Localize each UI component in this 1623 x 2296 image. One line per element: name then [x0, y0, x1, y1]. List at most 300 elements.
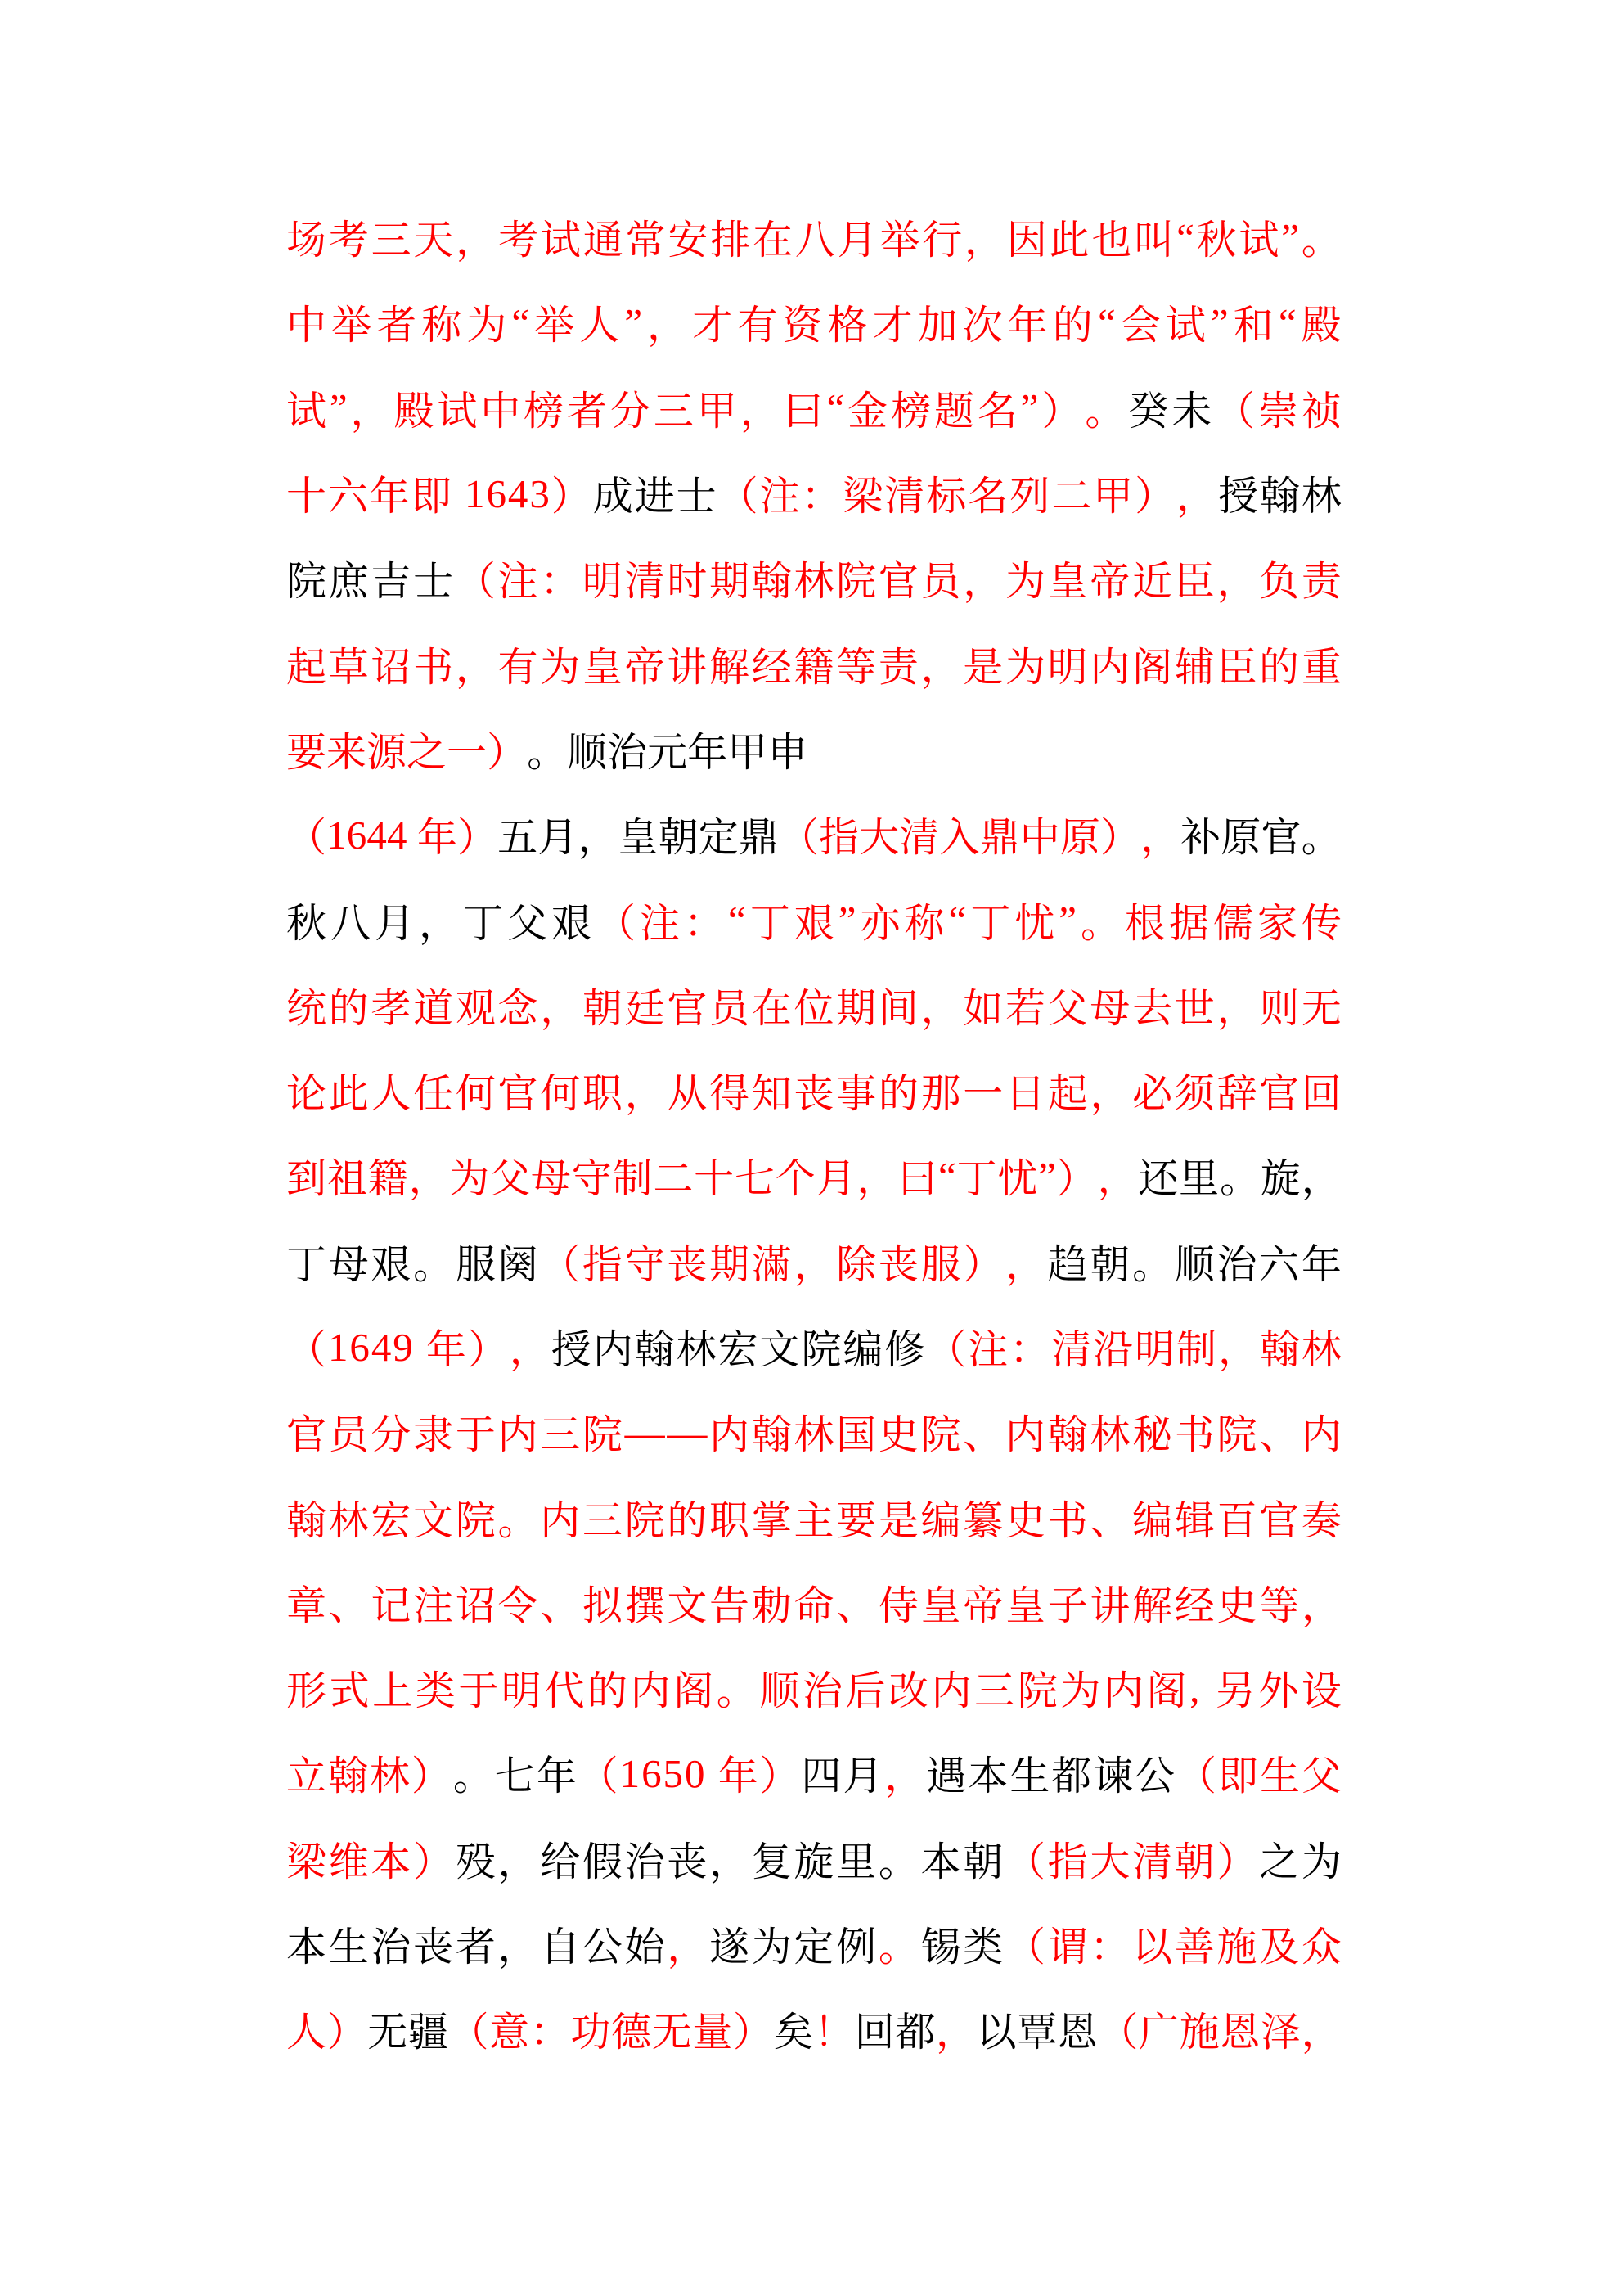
char: 等 [1259, 1582, 1300, 1628]
char: 院 [801, 1327, 842, 1372]
char: 。 [1301, 218, 1342, 263]
char: 经 [751, 644, 792, 690]
char: 编 [843, 1327, 883, 1372]
text-line [286, 792, 1342, 877]
char: ” [624, 299, 643, 345]
char: ， [856, 1156, 897, 1202]
char: ） [759, 1754, 800, 1799]
char: 内 [540, 1497, 581, 1543]
char: 谏 [1093, 1754, 1134, 1799]
char: 人 [371, 1071, 411, 1117]
char: 恩 [1220, 2010, 1261, 2055]
char: 院 [1017, 1668, 1058, 1714]
char: 趋 [1047, 1241, 1088, 1287]
char: 忧 [1014, 900, 1055, 946]
char: 八 [330, 900, 371, 946]
char: 崇 [1257, 388, 1298, 434]
char: 即 [1218, 1754, 1259, 1799]
char: （ [779, 815, 820, 861]
char: ） [1041, 388, 1082, 434]
char: 本 [920, 1839, 961, 1884]
char: ） [551, 474, 591, 520]
char: 论 [286, 1071, 327, 1117]
char: 八 [794, 218, 835, 263]
char: 文 [667, 1582, 708, 1628]
char: 父 [490, 1156, 531, 1202]
char: 1 [327, 1324, 348, 1370]
char: 籍 [367, 1156, 408, 1202]
char: 的 [587, 1668, 628, 1714]
char: 滿 [751, 1241, 792, 1287]
char: 改 [888, 1668, 929, 1714]
char: 丧 [667, 1839, 708, 1884]
char: 文 [759, 1327, 800, 1372]
char: ， [964, 218, 1005, 263]
char: 祖 [326, 1156, 367, 1202]
char: ， [1301, 2010, 1342, 2055]
char: 即 [411, 474, 452, 520]
text-line [286, 1731, 1342, 1816]
char: 清 [1132, 1839, 1173, 1884]
char: 月 [375, 900, 416, 946]
char: 辅 [1174, 644, 1215, 690]
char: 拟 [582, 1582, 623, 1628]
char: 排 [710, 218, 751, 263]
text-line [286, 195, 1342, 280]
char: 年 [1301, 1241, 1342, 1287]
char: 代 [544, 1668, 585, 1714]
char: （ [596, 900, 636, 946]
char: 4 [371, 1324, 392, 1370]
char: 从 [667, 1071, 708, 1117]
char: 忧 [997, 1156, 1038, 1202]
char: 试 [437, 388, 478, 434]
char: 院 [286, 559, 327, 605]
char: 父 [1301, 1754, 1342, 1799]
char [453, 470, 463, 517]
char: （ [717, 474, 758, 520]
char: 施 [1216, 1925, 1257, 1970]
char: ： [1009, 1327, 1050, 1372]
char: 举 [534, 303, 575, 349]
char: 是 [878, 1497, 919, 1543]
char: 众 [1301, 1925, 1342, 1970]
char: 顺 [567, 729, 608, 775]
char: 起 [286, 644, 327, 690]
char: 维 [328, 1839, 369, 1884]
char: 、 [836, 1582, 877, 1628]
char: 治 [607, 729, 648, 775]
char: 则 [1259, 985, 1300, 1031]
char: 清 [899, 815, 940, 861]
char: 史 [878, 1412, 919, 1458]
char: 丁 [749, 900, 790, 946]
char: 形 [286, 1668, 327, 1714]
char: 皇 [920, 1582, 961, 1628]
char: 的 [328, 985, 369, 1031]
char: 治 [1216, 1241, 1257, 1287]
char: 中 [286, 303, 327, 349]
char: 设 [1301, 1668, 1342, 1714]
char: 治 [802, 1668, 843, 1714]
char: 后 [845, 1668, 886, 1714]
char: 授 [1218, 474, 1259, 520]
char: 要 [836, 1497, 877, 1543]
char: ） [1056, 1156, 1097, 1202]
char: ， [1005, 1241, 1045, 1287]
char: 勅 [751, 1582, 792, 1628]
char: 式 [329, 1668, 370, 1714]
char: 人 [579, 303, 620, 349]
char: 一 [447, 729, 488, 775]
char: 守 [571, 1156, 612, 1202]
char: 。 [1085, 388, 1126, 434]
char: 祯 [1301, 388, 1342, 434]
char: 二 [1051, 474, 1092, 520]
char: ， [509, 1327, 550, 1372]
char: 丧 [794, 1071, 834, 1117]
char: 施 [1179, 2010, 1220, 2055]
char: 6 [641, 1750, 662, 1796]
char: 院 [920, 1412, 961, 1458]
char: 意 [489, 2010, 530, 2055]
char: 年 [369, 474, 410, 520]
char: 。 [716, 1668, 757, 1714]
char: 大 [1090, 1839, 1131, 1884]
char: 无 [1301, 985, 1342, 1031]
char: 皇 [618, 815, 659, 861]
char: 内 [1301, 1412, 1342, 1458]
char: 上 [372, 1668, 413, 1714]
char: 的 [1259, 644, 1300, 690]
char: ， [578, 815, 618, 861]
char: 本 [371, 1839, 411, 1884]
char: 谓 [1047, 1925, 1088, 1970]
text-line [286, 1389, 1342, 1474]
char: 母 [328, 1241, 369, 1287]
char: 修 [884, 1327, 925, 1372]
char: 以 [1132, 1925, 1173, 1970]
char: （ [1005, 1839, 1045, 1884]
char: 疆 [407, 2010, 448, 2055]
char: 甲 [696, 388, 737, 434]
char: 艰 [794, 900, 834, 946]
char: 念 [497, 985, 538, 1031]
char: ， [540, 985, 581, 1031]
char: 观 [455, 985, 496, 1031]
char: 注 [640, 900, 681, 946]
char: 期 [836, 985, 877, 1031]
char: 的 [667, 1497, 708, 1543]
char: 士 [676, 474, 717, 520]
char: 责 [878, 644, 919, 690]
char: 亦 [860, 900, 901, 946]
text-line [286, 1987, 1342, 2072]
char: ， [1218, 1327, 1259, 1372]
char: 奏 [1301, 1497, 1342, 1543]
char: 顺 [759, 1668, 800, 1714]
char: 林 [794, 559, 834, 605]
char: 臣 [1174, 559, 1215, 605]
char: 若 [1005, 985, 1045, 1031]
char: 制 [1176, 1327, 1217, 1372]
char: 、 [540, 1582, 581, 1628]
char: 之 [1259, 1839, 1300, 1884]
char: 朝 [658, 815, 699, 861]
char: 类 [415, 1668, 456, 1714]
char: 3 [529, 470, 550, 516]
char: 曰 [897, 1156, 938, 1202]
char: 宏 [371, 1497, 411, 1543]
text-line [286, 1902, 1342, 1987]
char: “ [1176, 214, 1194, 260]
char: 员 [328, 1412, 369, 1458]
char: 纂 [963, 1497, 1004, 1543]
char: 广 [1139, 2010, 1180, 2055]
char: 除 [836, 1241, 877, 1287]
char: 去 [1132, 985, 1173, 1031]
char: 注 [968, 1327, 1009, 1372]
char: 秋 [1196, 218, 1237, 263]
char: 父 [507, 900, 548, 946]
char: ， [963, 559, 1004, 605]
char: ， [794, 1241, 834, 1287]
char: 五 [497, 815, 538, 861]
char: 才 [692, 303, 733, 349]
char: 。 [878, 1925, 919, 1970]
char: 翰 [751, 1412, 792, 1458]
char: 此 [1049, 218, 1090, 263]
char: 、 [328, 1582, 369, 1628]
char: 甲 [1093, 474, 1134, 520]
char: （ [455, 559, 496, 605]
char: 。 [452, 1754, 493, 1799]
char: 母 [1090, 985, 1131, 1031]
char: 试 [540, 218, 581, 263]
char: 讲 [1090, 1582, 1131, 1628]
char: ： [801, 474, 842, 520]
char: 4 [386, 812, 407, 858]
char: 廷 [624, 985, 665, 1031]
char: 此 [328, 1071, 369, 1117]
char: 翰 [751, 559, 792, 605]
char: 。 [497, 1497, 538, 1543]
char: 举 [879, 218, 920, 263]
char: 外 [1258, 1668, 1299, 1714]
char: 林 [369, 1754, 410, 1799]
char: , [1189, 1665, 1200, 1711]
char: 编 [920, 1497, 961, 1543]
char: ” [838, 898, 856, 943]
char: 事 [836, 1071, 877, 1117]
char: ， [497, 1925, 538, 1970]
char: 林 [1301, 1327, 1342, 1372]
char: 史 [1216, 1582, 1257, 1628]
char: 都 [895, 2010, 936, 2055]
char: 5 [663, 1750, 683, 1796]
char: 侍 [878, 1582, 919, 1628]
char: 覃 [1017, 2010, 1058, 2055]
char: 期 [709, 559, 750, 605]
char: 一 [963, 1071, 1004, 1117]
char: ， [624, 1071, 665, 1117]
text-line [286, 280, 1342, 365]
char: 孝 [371, 985, 411, 1031]
char: 公 [1135, 1754, 1176, 1799]
char: 德 [611, 2010, 652, 2055]
char: 那 [920, 1071, 961, 1117]
char: 才 [872, 303, 913, 349]
char: 注 [497, 559, 538, 605]
char: 三 [371, 218, 411, 263]
char: 士 [413, 559, 454, 605]
char: 有 [737, 303, 778, 349]
char: “ [826, 385, 845, 431]
char: 1 [619, 1750, 641, 1796]
char: 撰 [624, 1582, 665, 1628]
char: 统 [286, 985, 327, 1031]
char: 年 [425, 1327, 466, 1372]
char: 明 [501, 1668, 542, 1714]
char: 为 [1060, 1668, 1101, 1714]
char: ， [1140, 815, 1181, 861]
char: 丧 [878, 1241, 919, 1287]
char: 根 [1124, 900, 1165, 946]
text-line [286, 1560, 1342, 1645]
text-line [286, 1645, 1342, 1731]
char: 帝 [624, 644, 665, 690]
char: 清 [624, 559, 665, 605]
char: 经 [1174, 1582, 1215, 1628]
char: 为 [1005, 559, 1045, 605]
text-line [286, 1817, 1342, 1902]
char: ， [920, 985, 961, 1031]
char: 编 [1132, 1497, 1173, 1543]
char: 名 [977, 388, 1018, 434]
char: 治 [624, 1839, 665, 1884]
char: 翰 [327, 1754, 368, 1799]
char: 还 [1138, 1156, 1179, 1202]
char: “ [948, 898, 967, 943]
char: 隶 [413, 1412, 454, 1458]
char: 殿 [1301, 303, 1342, 349]
char: 林 [1090, 1412, 1131, 1458]
char: 列 [1009, 474, 1050, 520]
char: （ [448, 2010, 489, 2055]
char: 制 [612, 1156, 653, 1202]
char: 朝 [1090, 1241, 1131, 1287]
char: 丧 [413, 1925, 454, 1970]
text-line [286, 707, 1342, 792]
char: 常 [625, 218, 666, 263]
char: 生 [1009, 1754, 1050, 1799]
char: （ [1098, 2010, 1139, 2055]
char: 服 [920, 1241, 961, 1287]
char: 丧 [667, 1241, 708, 1287]
char: 考 [328, 218, 369, 263]
char: 翰 [634, 1327, 675, 1372]
char: 天 [413, 218, 454, 263]
text-line [286, 1474, 1342, 1560]
char: 殁 [455, 1839, 496, 1884]
text-line [286, 1048, 1342, 1133]
char: 1 [465, 470, 485, 516]
char: 以 [976, 2010, 1017, 2055]
char: 章 [286, 1582, 327, 1628]
char: 生 [328, 1925, 369, 1970]
char: 本 [286, 1925, 327, 1970]
char: 翰 [1047, 1412, 1088, 1458]
char: 世 [1174, 985, 1215, 1031]
char: 官 [286, 1412, 327, 1458]
char: 始 [624, 1925, 665, 1970]
char: 母 [530, 1156, 571, 1202]
char: 年 [687, 729, 728, 775]
char: 癸 [1128, 388, 1169, 434]
char: ： [540, 559, 581, 605]
char: 林 [794, 1412, 834, 1458]
char: ） [411, 1754, 452, 1799]
char: 申 [767, 729, 808, 775]
char: 官 [1259, 1071, 1300, 1117]
char: 泽 [1261, 2010, 1302, 2055]
char: 立 [286, 1754, 327, 1799]
char: 月 [816, 1156, 856, 1202]
char: 日 [1005, 1071, 1045, 1117]
char: 林 [676, 1327, 717, 1372]
char: 。 [1219, 1156, 1260, 1202]
text-block [286, 195, 1342, 2073]
char: 中 [480, 388, 521, 434]
char: ） [326, 2010, 367, 2055]
char: 三 [540, 1412, 581, 1458]
char: 阁 [1146, 1668, 1187, 1714]
char: 年 [1007, 303, 1048, 349]
char: 皇 [1005, 1582, 1045, 1628]
char: 0 [684, 1750, 705, 1796]
char: 传 [1301, 900, 1342, 946]
char: 恩 [1057, 2010, 1098, 2055]
char: 近 [1132, 559, 1173, 605]
char: 翰 [1259, 1327, 1300, 1372]
char: 回 [854, 2010, 895, 2055]
char: 例 [836, 1925, 877, 1970]
char: ） [1216, 1839, 1257, 1884]
char: 到 [286, 1156, 327, 1202]
char: “ [728, 898, 746, 943]
char: 本 [968, 1754, 1009, 1799]
char: ， [1301, 1156, 1342, 1202]
char: 得 [709, 1071, 750, 1117]
char: 为 [466, 303, 507, 349]
char: （ [1005, 1925, 1045, 1970]
char: 4 [366, 812, 387, 858]
char: 服 [455, 1241, 496, 1287]
char: 6 [349, 1324, 370, 1370]
char: 来 [326, 729, 367, 775]
char: ） [487, 729, 528, 775]
text-line [286, 1219, 1342, 1304]
char: 内 [709, 1412, 750, 1458]
char: 试 [1165, 303, 1206, 349]
char: ， [884, 1754, 925, 1799]
char: ” [329, 385, 348, 431]
char: 、 [963, 1412, 1004, 1458]
char: 院 [836, 559, 877, 605]
char: ” [1281, 214, 1299, 260]
char: 掌 [751, 1497, 792, 1543]
char: ” [1020, 385, 1039, 431]
